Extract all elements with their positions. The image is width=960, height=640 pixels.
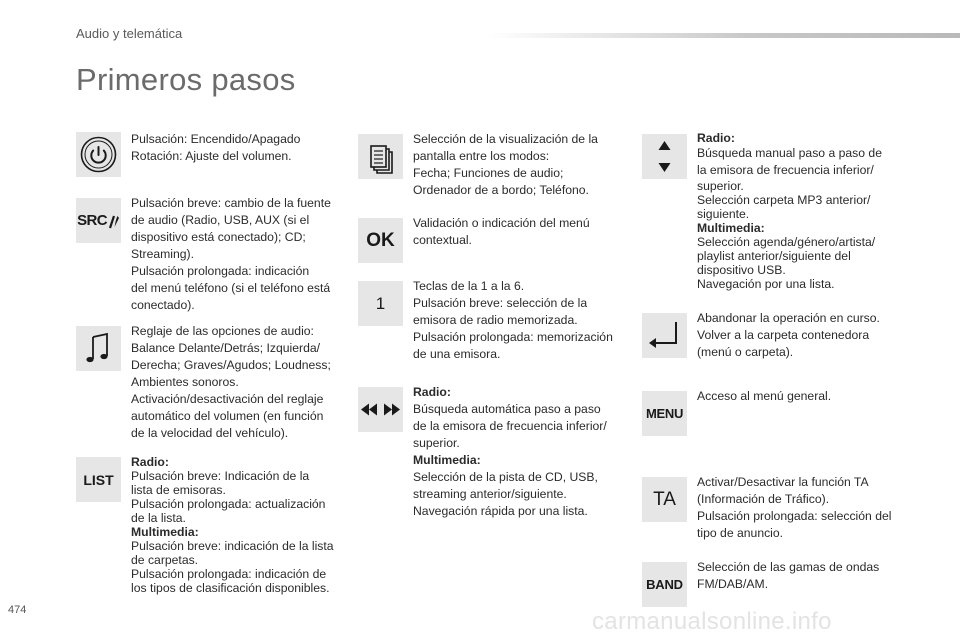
ok-description: Validación o indicación del menú contextual. [413,216,590,247]
section-header: Audio y telemática [76,26,183,41]
audio-settings-description: Reglaje de las opciones de audio: Balance Delante/Detrás; Izquierda/ Derecha; Graves/Agudos; Loudness; Ambientes sonoros. Activación/desactivación del reglaje automático del volumen (en función de la velocidad del vehículo). [131,324,331,440]
seek-description: Radio: Búsqueda automática paso a paso de la emisora de frecuencia inferior/ superior. Multimedia: Selección de la pista de CD, USB, streaming anterior/siguiente. Navegación rápida por una lista. [413,385,607,518]
band-button[interactable] [642,562,687,607]
display-mode-description: Selección de la visualización de la pantalla entre los modos: Fecha; Funciones de audio; Ordenador de a bordo; Teléfono. [413,132,598,197]
menu-label: MENU [645,406,684,421]
up-down-description: Radio: Búsqueda manual paso a paso de la emisora de frecuencia inferior/ superior. Selección carpeta MP3 anterior/ siguiente. Multimedia: Selección agenda/género/artista/ playlist anterior/siguiente del dispositivo USB. Navegación por una lista. [697,131,882,291]
list-label: LIST [83,471,114,488]
src-phone-icon [107,213,120,229]
menu-description: Acceso al menú general. [697,389,832,403]
page-number: 474 [8,604,27,616]
power-description: Pulsación: Encendido/Apagado Rotación: Ajuste del volumen. [131,132,301,163]
seek-arrows-icon [358,387,403,432]
back-description: Abandonar la operación en curso. Volver a la carpeta contenedora (menú o carpeta). [697,311,880,359]
back-button[interactable] [642,313,687,358]
ta-button[interactable] [642,477,687,522]
ta-label: TA [653,488,676,510]
list-description: Radio: Pulsación breve: Indicación de la lista de emisoras. Pulsación prolongada: actualización de la lista. Multimedia: Pulsación breve: indicación de la lista de carpetas. Pulsación prolongada: indicación de los tipos de clasificación disponibles. [131,455,334,595]
list-button[interactable] [76,457,121,502]
preset-number-button[interactable] [358,281,403,326]
band-description: Selección de las gamas de ondas FM/DAB/AM. [697,560,880,591]
back-arrow-icon [642,313,687,358]
page-title: Primeros pasos [76,62,296,97]
power-icon [76,132,121,177]
ok-label: OK [366,229,395,251]
up-down-button[interactable] [642,134,687,179]
band-label: BAND [646,577,683,592]
preset-number-description: Teclas de la 1 a la 6. Pulsación breve: selección de la emisora de radio memorizada. Pulsación prolongada: memorización de una emisora. [413,279,613,361]
display-mode-button[interactable] [358,134,403,179]
menu-button[interactable] [642,391,687,436]
music-note-icon [76,326,121,371]
src-label: SRC [77,212,107,229]
display-mode-icon [358,134,403,179]
ok-button[interactable] [358,218,403,263]
header-rule [488,33,960,38]
preset-number-label: 1 [375,293,386,313]
power-button[interactable] [76,132,121,177]
seek-button[interactable] [358,387,403,432]
audio-settings-button[interactable] [76,326,121,371]
src-button[interactable] [76,198,121,243]
up-down-arrows-icon [642,134,687,179]
ta-description: Activar/Desactivar la función TA (Información de Tráfico). Pulsación prolongada: selección del tipo de anuncio. [697,475,892,540]
watermark: carmanualsonline.info [592,608,832,635]
src-description: Pulsación breve: cambio de la fuente de audio (Radio, USB, AUX (si el dispositivo está conectado); CD; Streaming). Pulsación prolongada: indicación del menú teléfono (si el teléfono está conectado). [131,196,331,312]
